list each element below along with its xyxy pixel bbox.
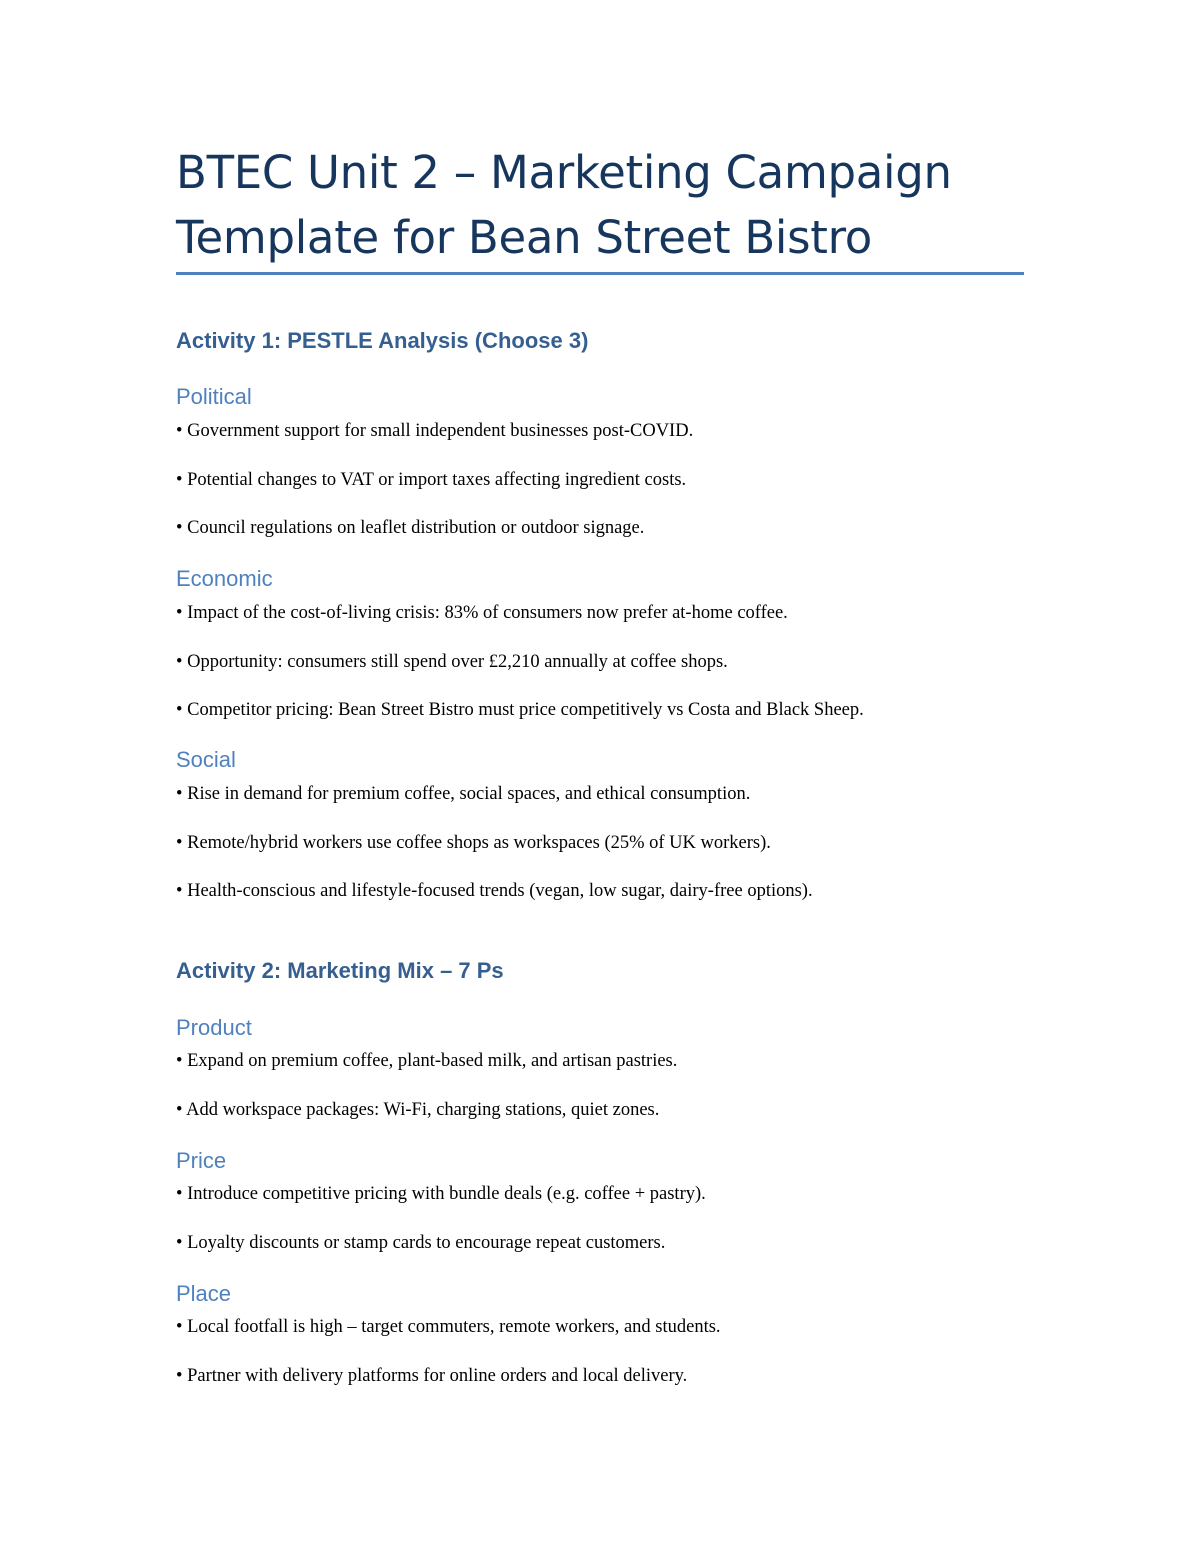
place-item-1: • Local footfall is high – target commuters, remote workers, and students.	[176, 1317, 721, 1337]
place-item-2: • Partner with delivery platforms for online orders and local delivery.	[176, 1366, 688, 1386]
price-item-2: • Loyalty discounts or stamp cards to encourage repeat customers.	[176, 1233, 666, 1253]
economic-item-2: • Opportunity: consumers still spend over £2,210 annually at coffee shops.	[176, 652, 728, 672]
activity-1-heading: Activity 1: PESTLE Analysis (Choose 3)	[176, 328, 589, 353]
political-item-2: • Potential changes to VAT or import taxes affecting ingredient costs.	[176, 470, 687, 490]
political-item-1: • Government support for small independent businesses post-COVID.	[176, 421, 694, 441]
title-line-2: Template for Bean Street Bistro	[176, 211, 873, 264]
product-item-1: • Expand on premium coffee, plant-based milk, and artisan pastries.	[176, 1051, 678, 1071]
political-item-3: • Council regulations on leaflet distribution or outdoor signage.	[176, 518, 645, 538]
social-item-1: • Rise in demand for premium coffee, social spaces, and ethical consumption.	[176, 784, 751, 804]
price-item-1: • Introduce competitive pricing with bundle deals (e.g. coffee + pastry).	[176, 1184, 706, 1204]
title-line-1: BTEC Unit 2 – Marketing Campaign	[176, 146, 952, 199]
product-heading: Product	[176, 1015, 252, 1040]
document-title	[176, 140, 1026, 270]
place-heading: Place	[176, 1281, 232, 1306]
price-heading: Price	[176, 1148, 227, 1173]
economic-heading: Economic	[176, 566, 273, 591]
product-item-2: • Add workspace packages: Wi-Fi, charging stations, quiet zones.	[176, 1100, 660, 1120]
title-underline	[176, 272, 1024, 275]
social-item-2: • Remote/hybrid workers use coffee shops as workspaces (25% of UK workers).	[176, 833, 771, 853]
political-heading: Political	[176, 384, 252, 409]
social-item-3: • Health-conscious and lifestyle-focused trends (vegan, low sugar, dairy-free options).	[176, 881, 813, 901]
social-heading: Social	[176, 747, 236, 772]
economic-item-1: • Impact of the cost-of-living crisis: 83% of consumers now prefer at-home coffee.	[176, 603, 788, 623]
economic-item-3: • Competitor pricing: Bean Street Bistro must price competitively vs Costa and Black Sheep.	[176, 700, 864, 720]
activity-2-heading: Activity 2: Marketing Mix – 7 Ps	[176, 958, 504, 983]
